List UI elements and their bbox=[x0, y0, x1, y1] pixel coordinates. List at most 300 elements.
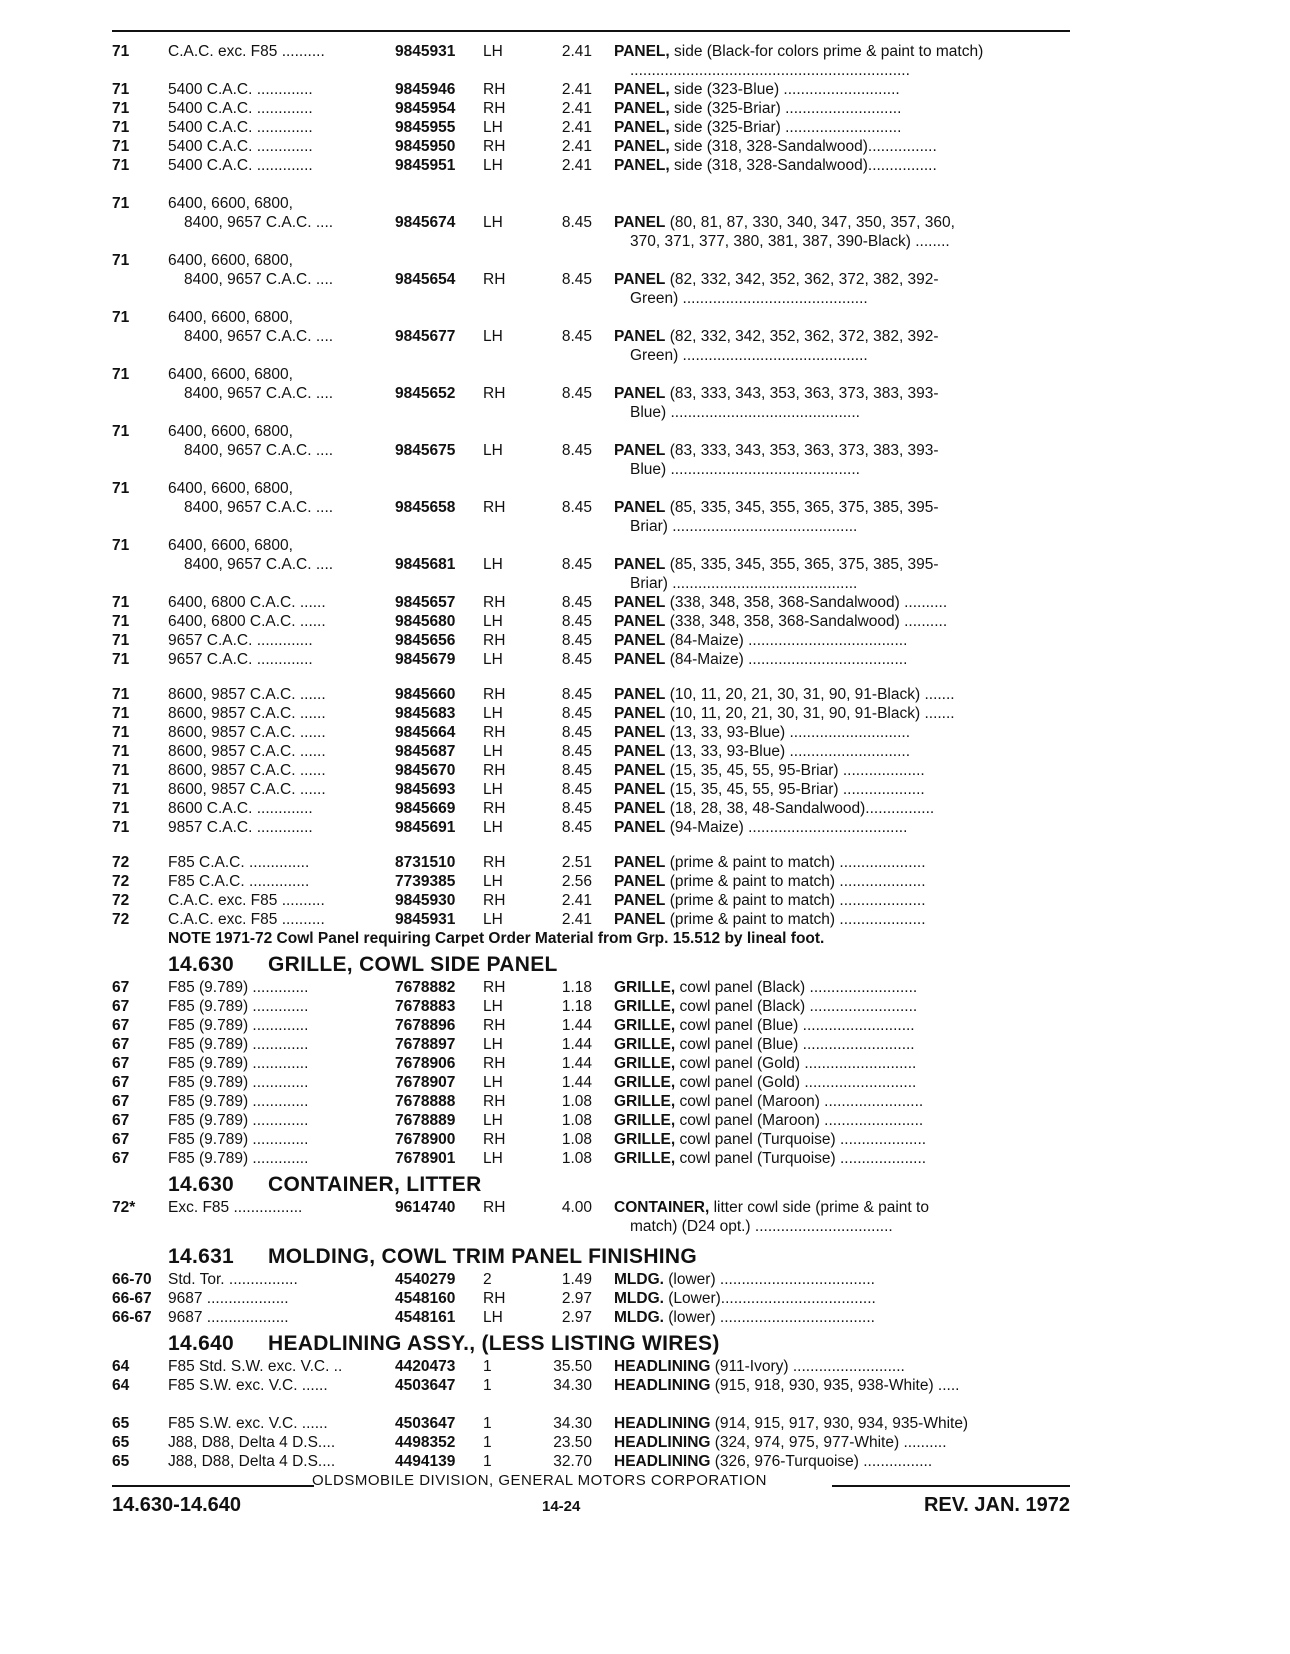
price: 1.18 bbox=[561, 979, 592, 996]
side-qty: RH bbox=[483, 1131, 506, 1148]
part-number: 9845691 bbox=[395, 819, 456, 836]
model-year: 71 bbox=[112, 366, 130, 383]
model-application: 8600, 9857 C.A.C. ...... bbox=[168, 781, 326, 798]
description-keyword: HEADLINING bbox=[614, 1434, 711, 1451]
part-number: 9845677 bbox=[395, 328, 456, 345]
footer-division: OLDSMOBILE DIVISION, GENERAL MOTORS CORPORATION bbox=[312, 1472, 767, 1489]
price: 8.45 bbox=[561, 271, 592, 288]
model-application bbox=[168, 536, 395, 574]
section-title: HEADLINING ASSY., (LESS LISTING WIRES) bbox=[268, 1332, 720, 1355]
list-item bbox=[112, 650, 1070, 669]
price: 8.45 bbox=[561, 385, 592, 402]
description bbox=[614, 612, 1070, 631]
headlining-block-2 bbox=[112, 1414, 1070, 1471]
side-qty: LH bbox=[483, 1309, 503, 1326]
list-item bbox=[112, 1092, 1070, 1111]
model-year: 71 bbox=[112, 743, 130, 760]
part-number: 7678897 bbox=[395, 1036, 456, 1053]
price: 8.45 bbox=[561, 632, 592, 649]
description-keyword: PANEL bbox=[614, 556, 666, 573]
side-qty: LH bbox=[483, 214, 503, 231]
container-block bbox=[112, 1198, 1070, 1236]
description-keyword: GRILLE, bbox=[614, 1055, 676, 1072]
model-line-2: 8400, 9657 C.A.C. .... bbox=[184, 556, 334, 573]
model-application: F85 S.W. exc. V.C. ...... bbox=[168, 1377, 328, 1394]
section-heading-container bbox=[112, 1172, 1070, 1198]
description-keyword: GRILLE, bbox=[614, 1017, 676, 1034]
price: 8.45 bbox=[561, 743, 592, 760]
price: 8.45 bbox=[561, 214, 592, 231]
side-qty: RH bbox=[483, 499, 506, 516]
section-title: MOLDING, COWL TRIM PANEL FINISHING bbox=[268, 1245, 698, 1268]
side-qty: 2 bbox=[483, 1271, 492, 1288]
model-application: 5400 C.A.C. ............. bbox=[168, 138, 313, 155]
list-item bbox=[112, 308, 1070, 365]
description-text: cowl panel (Turquoise) .................... bbox=[675, 1131, 927, 1148]
description bbox=[614, 384, 1070, 422]
description-keyword: MLDG. bbox=[614, 1271, 664, 1288]
description bbox=[614, 1130, 1070, 1149]
price: 8.45 bbox=[561, 651, 592, 668]
description-keyword: PANEL bbox=[614, 873, 666, 890]
part-number: 9845955 bbox=[395, 119, 456, 136]
description bbox=[614, 978, 1070, 997]
description-text: cowl panel (Gold) .......................... bbox=[675, 1055, 917, 1072]
price: 34.30 bbox=[553, 1415, 592, 1432]
list-item bbox=[112, 780, 1070, 799]
price: 8.45 bbox=[561, 686, 592, 703]
description bbox=[614, 910, 1070, 929]
description bbox=[614, 213, 1070, 251]
model-application: 9687 ................... bbox=[168, 1309, 289, 1326]
section-number: 14.640 bbox=[168, 1332, 235, 1355]
description-text: (85, 335, 345, 355, 365, 375, 385, 395- bbox=[665, 556, 939, 573]
part-number: 9845674 bbox=[395, 214, 456, 231]
description bbox=[614, 997, 1070, 1016]
description-keyword: PANEL bbox=[614, 385, 666, 402]
model-application: F85 (9.789) ............. bbox=[168, 1074, 309, 1091]
model-application: Exc. F85 ................ bbox=[168, 1199, 303, 1216]
model-year: 71 bbox=[112, 309, 130, 326]
model-year: 71 bbox=[112, 252, 130, 269]
list-item bbox=[112, 704, 1070, 723]
list-item bbox=[112, 593, 1070, 612]
side-qty: RH bbox=[483, 762, 506, 779]
description-continuation: Briar) ........................................... bbox=[630, 575, 858, 592]
side-qty: RH bbox=[483, 854, 506, 871]
description-text: cowl panel (Turquoise) .................... bbox=[675, 1150, 927, 1167]
description-keyword: PANEL bbox=[614, 781, 666, 798]
price: 8.45 bbox=[561, 705, 592, 722]
description bbox=[614, 1198, 1070, 1236]
list-item bbox=[112, 1357, 1070, 1376]
side-qty: LH bbox=[483, 1036, 503, 1053]
price: 2.41 bbox=[561, 81, 592, 98]
price: 1.08 bbox=[561, 1093, 592, 1110]
description-keyword: PANEL bbox=[614, 743, 666, 760]
side-qty: RH bbox=[483, 81, 506, 98]
model-application: 9657 C.A.C. ............. bbox=[168, 651, 313, 668]
model-year: 67 bbox=[112, 979, 130, 996]
list-item bbox=[112, 42, 1070, 80]
list-item bbox=[112, 612, 1070, 631]
list-item bbox=[112, 156, 1070, 175]
description-keyword: PANEL bbox=[614, 328, 666, 345]
part-number: 8731510 bbox=[395, 854, 456, 871]
list-item bbox=[112, 1111, 1070, 1130]
model-application bbox=[168, 308, 395, 346]
section-number: 14.631 bbox=[168, 1245, 235, 1268]
list-item bbox=[112, 1149, 1070, 1168]
model-application bbox=[168, 479, 395, 517]
side-qty: 1 bbox=[483, 1453, 492, 1470]
price: 35.50 bbox=[553, 1358, 592, 1375]
description bbox=[614, 799, 1070, 818]
list-item bbox=[112, 872, 1070, 891]
headlining-block-1 bbox=[112, 1357, 1070, 1395]
model-year: 67 bbox=[112, 998, 130, 1015]
description-keyword: PANEL bbox=[614, 613, 666, 630]
side-qty: RH bbox=[483, 1199, 506, 1216]
price: 2.41 bbox=[561, 43, 592, 60]
list-item bbox=[112, 80, 1070, 99]
description-text: side (Black-for colors prime & paint to match) bbox=[669, 43, 984, 60]
model-year: 66-67 bbox=[112, 1309, 152, 1326]
description-keyword: PANEL bbox=[614, 651, 666, 668]
part-number: 7678883 bbox=[395, 998, 456, 1015]
footer-page-number: 14-24 bbox=[542, 1498, 581, 1515]
description-text: (18, 28, 38, 48-Sandalwood)................ bbox=[665, 800, 935, 817]
part-number: 9845670 bbox=[395, 762, 456, 779]
description bbox=[614, 631, 1070, 650]
model-line-1: 6400, 6600, 6800, bbox=[168, 537, 293, 554]
side-qty: RH bbox=[483, 385, 506, 402]
list-item bbox=[112, 1198, 1070, 1236]
description bbox=[614, 891, 1070, 910]
side-qty: RH bbox=[483, 892, 506, 909]
model-line-2: 8400, 9657 C.A.C. .... bbox=[184, 271, 334, 288]
description-continuation: Blue) ............................................ bbox=[630, 461, 860, 478]
note-text: NOTE 1971-72 Cowl Panel requiring Carpet Order Material from Grp. 15.512 by lineal foot. bbox=[168, 930, 825, 947]
price: 2.41 bbox=[561, 119, 592, 136]
description-keyword: PANEL bbox=[614, 705, 666, 722]
part-number: 9845954 bbox=[395, 100, 456, 117]
model-year: 71 bbox=[112, 705, 130, 722]
model-year: 71 bbox=[112, 423, 130, 440]
model-application: 5400 C.A.C. ............. bbox=[168, 100, 313, 117]
description-text: (82, 332, 342, 352, 362, 372, 382, 392- bbox=[665, 328, 939, 345]
price: 8.45 bbox=[561, 613, 592, 630]
model-year: 71 bbox=[112, 613, 130, 630]
list-item bbox=[112, 997, 1070, 1016]
part-number: 4503647 bbox=[395, 1415, 456, 1432]
part-number: 9845681 bbox=[395, 556, 456, 573]
list-item bbox=[112, 1054, 1070, 1073]
description-text: (prime & paint to match) .................... bbox=[665, 911, 926, 928]
side-qty: LH bbox=[483, 781, 503, 798]
description-keyword: PANEL bbox=[614, 271, 666, 288]
side-qty: 1 bbox=[483, 1377, 492, 1394]
model-year: 71 bbox=[112, 651, 130, 668]
description-text: (prime & paint to match) .................... bbox=[665, 854, 926, 871]
description-keyword: HEADLINING bbox=[614, 1453, 711, 1470]
description bbox=[614, 42, 1070, 80]
model-line-2: 8400, 9657 C.A.C. .... bbox=[184, 214, 334, 231]
model-year: 67 bbox=[112, 1055, 130, 1072]
side-qty: 1 bbox=[483, 1434, 492, 1451]
list-item bbox=[112, 422, 1070, 479]
side-qty: LH bbox=[483, 1112, 503, 1129]
description bbox=[614, 685, 1070, 704]
description-text: (prime & paint to match) .................... bbox=[665, 873, 926, 890]
model-line-2: 8400, 9657 C.A.C. .... bbox=[184, 442, 334, 459]
model-application: J88, D88, Delta 4 D.S.... bbox=[168, 1434, 336, 1451]
description-text: cowl panel (Blue) .......................... bbox=[675, 1017, 915, 1034]
description-text: side (318, 328-Sandalwood)................ bbox=[669, 157, 937, 174]
price: 2.97 bbox=[561, 1309, 592, 1326]
description-keyword: PANEL, bbox=[614, 157, 670, 174]
part-number: 9845946 bbox=[395, 81, 456, 98]
description bbox=[614, 742, 1070, 761]
side-qty: RH bbox=[483, 1055, 506, 1072]
model-line-2: 8400, 9657 C.A.C. .... bbox=[184, 385, 334, 402]
side-qty: RH bbox=[483, 979, 506, 996]
model-line-1: 6400, 6600, 6800, bbox=[168, 423, 293, 440]
model-application: C.A.C. exc. F85 .......... bbox=[168, 892, 325, 909]
model-year: 71 bbox=[112, 632, 130, 649]
description-keyword: PANEL bbox=[614, 819, 666, 836]
side-qty: LH bbox=[483, 556, 503, 573]
list-item bbox=[112, 723, 1070, 742]
price: 8.45 bbox=[561, 442, 592, 459]
description-keyword: GRILLE, bbox=[614, 1036, 676, 1053]
description-keyword: PANEL, bbox=[614, 100, 670, 117]
description bbox=[614, 1035, 1070, 1054]
model-line-1: 6400, 6600, 6800, bbox=[168, 480, 293, 497]
model-application: Std. Tor. ................ bbox=[168, 1271, 298, 1288]
side-qty: LH bbox=[483, 998, 503, 1015]
description bbox=[614, 156, 1070, 175]
price: 8.45 bbox=[561, 819, 592, 836]
model-application: F85 C.A.C. .............. bbox=[168, 854, 310, 871]
price: 8.45 bbox=[561, 762, 592, 779]
part-number: 9845656 bbox=[395, 632, 456, 649]
list-item bbox=[112, 194, 1070, 251]
price: 1.44 bbox=[561, 1017, 592, 1034]
list-item bbox=[112, 99, 1070, 118]
model-line-1: 6400, 6600, 6800, bbox=[168, 195, 293, 212]
price: 23.50 bbox=[553, 1434, 592, 1451]
grille-block bbox=[112, 978, 1070, 1168]
list-item bbox=[112, 1035, 1070, 1054]
side-qty: RH bbox=[483, 686, 506, 703]
model-year: 67 bbox=[112, 1074, 130, 1091]
description-continuation: Green) ........................................... bbox=[630, 347, 868, 364]
description bbox=[614, 555, 1070, 593]
description bbox=[614, 1357, 1070, 1376]
description-continuation: 370, 371, 377, 380, 381, 387, 390-Black) ........ bbox=[630, 233, 950, 250]
description-text: (15, 35, 45, 55, 95-Briar) ................... bbox=[665, 762, 925, 779]
part-number: 9845679 bbox=[395, 651, 456, 668]
part-number: 4498352 bbox=[395, 1434, 456, 1451]
side-qty: LH bbox=[483, 442, 503, 459]
side-qty: RH bbox=[483, 800, 506, 817]
model-application: F85 (9.789) ............. bbox=[168, 1017, 309, 1034]
model-application: C.A.C. exc. F85 .......... bbox=[168, 911, 325, 928]
part-number: 7678901 bbox=[395, 1150, 456, 1167]
side-qty: LH bbox=[483, 157, 503, 174]
model-year: 71 bbox=[112, 800, 130, 817]
price: 8.45 bbox=[561, 781, 592, 798]
part-number: 9845950 bbox=[395, 138, 456, 155]
description-text: cowl panel (Gold) .......................... bbox=[675, 1074, 917, 1091]
list-item bbox=[112, 685, 1070, 704]
model-year: 65 bbox=[112, 1453, 130, 1470]
description-keyword: MLDG. bbox=[614, 1309, 664, 1326]
description bbox=[614, 1270, 1070, 1289]
description bbox=[614, 853, 1070, 872]
model-application: 5400 C.A.C. ............. bbox=[168, 119, 313, 136]
side-qty: LH bbox=[483, 873, 503, 890]
description-text: (911-Ivory) .......................... bbox=[710, 1358, 905, 1375]
list-item bbox=[112, 1433, 1070, 1452]
description-continuation: match) (D24 opt.) ................................ bbox=[630, 1218, 893, 1235]
description-continuation: Briar) ........................................... bbox=[630, 518, 858, 535]
description-keyword: GRILLE, bbox=[614, 1150, 676, 1167]
description-text: (80, 81, 87, 330, 340, 347, 350, 357, 360, bbox=[665, 214, 955, 231]
model-year: 67 bbox=[112, 1036, 130, 1053]
description bbox=[614, 1452, 1070, 1471]
price: 1.08 bbox=[561, 1112, 592, 1129]
model-application: 9857 C.A.C. ............. bbox=[168, 819, 313, 836]
model-application: 8600, 9857 C.A.C. ...... bbox=[168, 686, 326, 703]
model-application: F85 Std. S.W. exc. V.C. .. bbox=[168, 1358, 343, 1375]
side-qty: RH bbox=[483, 1017, 506, 1034]
list-item bbox=[112, 891, 1070, 910]
model-application: F85 (9.789) ............. bbox=[168, 979, 309, 996]
price: 32.70 bbox=[553, 1453, 592, 1470]
description bbox=[614, 1289, 1070, 1308]
part-number: 9845683 bbox=[395, 705, 456, 722]
description-keyword: PANEL bbox=[614, 214, 666, 231]
description-keyword: PANEL bbox=[614, 762, 666, 779]
price: 2.97 bbox=[561, 1290, 592, 1307]
model-year: 72 bbox=[112, 854, 130, 871]
description-text: side (325-Briar) ........................... bbox=[669, 119, 902, 136]
side-qty: 1 bbox=[483, 1358, 492, 1375]
description-text: (338, 348, 358, 368-Sandalwood) .......... bbox=[665, 594, 948, 611]
model-year: 71 bbox=[112, 594, 130, 611]
side-qty: RH bbox=[483, 724, 506, 741]
model-application: 8600, 9857 C.A.C. ...... bbox=[168, 705, 326, 722]
model-application: F85 S.W. exc. V.C. ...... bbox=[168, 1415, 328, 1432]
description-text: (915, 918, 930, 935, 938-White) ..... bbox=[710, 1377, 960, 1394]
model-year: 71 bbox=[112, 686, 130, 703]
section-title: GRILLE, COWL SIDE PANEL bbox=[268, 953, 558, 976]
part-number: 9845654 bbox=[395, 271, 456, 288]
catalog-page bbox=[112, 30, 1070, 1471]
description-text: (82, 332, 342, 352, 362, 372, 382, 392- bbox=[665, 271, 939, 288]
description-keyword: PANEL bbox=[614, 724, 666, 741]
description-keyword: PANEL bbox=[614, 854, 666, 871]
description-text: cowl panel (Maroon) ....................... bbox=[675, 1112, 924, 1129]
description-text: (324, 974, 975, 977-White) .......... bbox=[710, 1434, 947, 1451]
description bbox=[614, 327, 1070, 365]
description-text: (15, 35, 45, 55, 95-Briar) ................... bbox=[665, 781, 925, 798]
model-year: 67 bbox=[112, 1017, 130, 1034]
description-keyword: PANEL, bbox=[614, 138, 670, 155]
price: 1.18 bbox=[561, 998, 592, 1015]
description-keyword: PANEL bbox=[614, 686, 666, 703]
model-application: F85 C.A.C. .............. bbox=[168, 873, 310, 890]
part-number: 9614740 bbox=[395, 1199, 456, 1216]
description bbox=[614, 650, 1070, 669]
description-keyword: MLDG. bbox=[614, 1290, 664, 1307]
model-year: 71 bbox=[112, 157, 130, 174]
model-year: 71 bbox=[112, 762, 130, 779]
description bbox=[614, 818, 1070, 837]
part-number: 9845680 bbox=[395, 613, 456, 630]
footer-revision: REV. JAN. 1972 bbox=[923, 1494, 1070, 1516]
part-number: 4540279 bbox=[395, 1271, 456, 1288]
model-application bbox=[168, 251, 395, 289]
part-number: 7678896 bbox=[395, 1017, 456, 1034]
model-application: C.A.C. exc. F85 .......... bbox=[168, 43, 325, 60]
description-keyword: PANEL bbox=[614, 594, 666, 611]
price: 2.41 bbox=[561, 892, 592, 909]
description-text: cowl panel (Black) ......................... bbox=[675, 979, 918, 996]
description-text: (84-Maize) ..................................... bbox=[665, 651, 908, 668]
side-qty: LH bbox=[483, 613, 503, 630]
model-application: 6400, 6800 C.A.C. ...... bbox=[168, 613, 326, 630]
model-year: 66-67 bbox=[112, 1290, 152, 1307]
side-qty: RH bbox=[483, 632, 506, 649]
price: 8.45 bbox=[561, 800, 592, 817]
price: 2.56 bbox=[561, 873, 592, 890]
part-number: 7678907 bbox=[395, 1074, 456, 1091]
description-text: (10, 11, 20, 21, 30, 31, 90, 91-Black) ....... bbox=[665, 686, 955, 703]
price: 8.45 bbox=[561, 556, 592, 573]
part-number: 7678889 bbox=[395, 1112, 456, 1129]
price: 8.45 bbox=[561, 328, 592, 345]
part-number: 7678888 bbox=[395, 1093, 456, 1110]
description-text: (prime & paint to match) .................... bbox=[665, 892, 926, 909]
description-keyword: GRILLE, bbox=[614, 1131, 676, 1148]
model-year: 71 bbox=[112, 138, 130, 155]
part-number: 9845931 bbox=[395, 911, 456, 928]
description bbox=[614, 118, 1070, 137]
model-application: 6400, 6800 C.A.C. ...... bbox=[168, 594, 326, 611]
description-text: side (325-Briar) ........................... bbox=[669, 100, 902, 117]
part-number: 9845687 bbox=[395, 743, 456, 760]
model-year: 66-70 bbox=[112, 1271, 152, 1288]
side-qty: LH bbox=[483, 743, 503, 760]
model-application: J88, D88, Delta 4 D.S.... bbox=[168, 1453, 336, 1470]
part-number: 9845931 bbox=[395, 43, 456, 60]
side-qty: RH bbox=[483, 271, 506, 288]
list-item bbox=[112, 365, 1070, 422]
model-year: 64 bbox=[112, 1377, 130, 1394]
model-year: 65 bbox=[112, 1415, 130, 1432]
price: 1.08 bbox=[561, 1150, 592, 1167]
side-qty: LH bbox=[483, 1074, 503, 1091]
section-title: CONTAINER, LITTER bbox=[268, 1173, 482, 1196]
list-item bbox=[112, 536, 1070, 593]
description bbox=[614, 498, 1070, 536]
description-keyword: HEADLINING bbox=[614, 1377, 711, 1394]
price: 8.45 bbox=[561, 724, 592, 741]
side-qty: LH bbox=[483, 819, 503, 836]
